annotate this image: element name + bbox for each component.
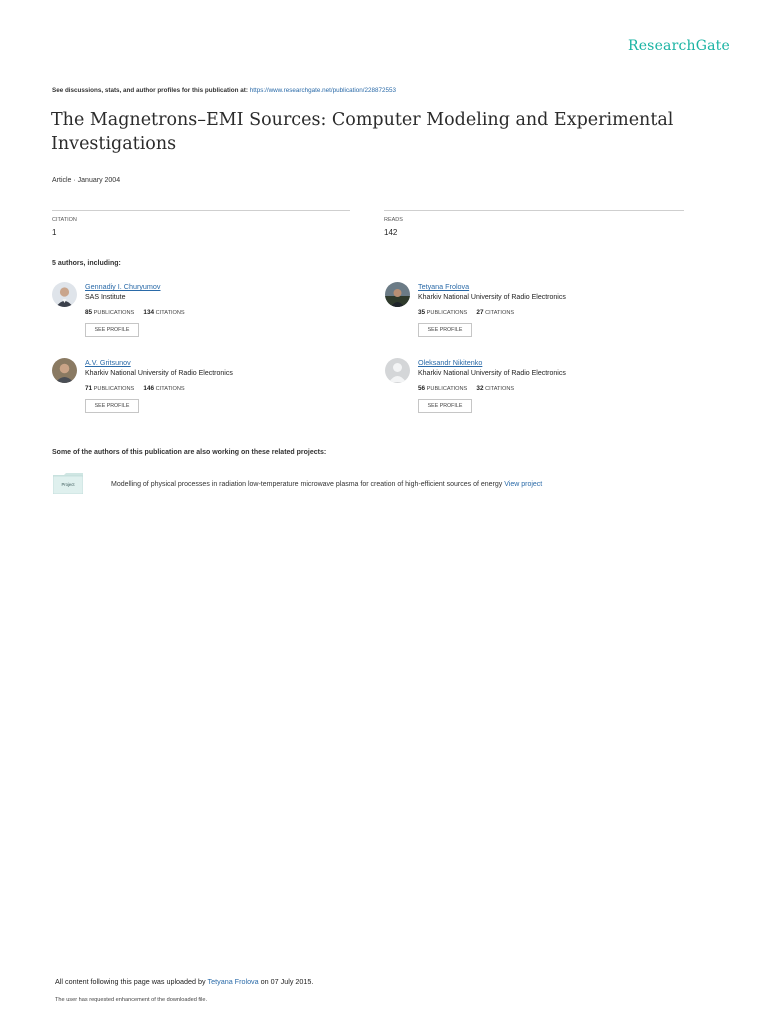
- author-institution: Kharkiv National University of Radio Electronics: [418, 370, 566, 377]
- publication-url-link[interactable]: https://www.researchgate.net/publication/228872553: [249, 87, 397, 94]
- reads-label: READS: [384, 217, 403, 223]
- project-icon-label: Project: [61, 482, 75, 487]
- citations-label: CITATIONS: [155, 310, 185, 316]
- author-institution: Kharkiv National University of Radio Electronics: [418, 294, 566, 301]
- author-name-link[interactable]: Tetyana Frolova: [418, 282, 470, 291]
- citations-label: CITATIONS: [485, 310, 515, 316]
- avatar-photo-icon: [385, 282, 410, 307]
- author-avatar[interactable]: [52, 282, 77, 307]
- publications-count: 71: [85, 385, 93, 392]
- publications-label: PUBLICATIONS: [93, 310, 135, 316]
- publications-label: PUBLICATIONS: [93, 386, 135, 392]
- publication-title: The Magnetrons–EMI Sources: Computer Modeling and Experimental Investigations: [51, 110, 674, 154]
- reads-count: 142: [384, 228, 398, 237]
- author-card: [385, 282, 705, 344]
- discussions-line: [52, 87, 396, 94]
- author-stats: [85, 309, 185, 316]
- see-profile-button[interactable]: SEE PROFILE: [85, 323, 139, 337]
- citations-count: 146: [143, 385, 155, 392]
- author-card: [52, 358, 372, 420]
- citations-count: 32: [476, 385, 484, 392]
- enhancement-note: The user has requested enhancement of the downloaded file.: [55, 997, 208, 1003]
- avatar-photo-icon: [52, 358, 77, 383]
- author-name-link[interactable]: Gennadiy I. Churyumov: [85, 282, 161, 291]
- author-name-link[interactable]: Oleksandr Nikitenko: [418, 358, 483, 367]
- author-name-link[interactable]: A.V. Gritsunov: [85, 358, 131, 367]
- discussions-text: See discussions, stats, and author profiles for this publication at:: [52, 87, 248, 94]
- citation-divider: [52, 210, 350, 211]
- reads-divider: [384, 210, 684, 211]
- see-profile-button[interactable]: SEE PROFILE: [418, 323, 472, 337]
- view-project-link[interactable]: View project: [504, 481, 543, 488]
- publications-count: 85: [85, 309, 93, 316]
- publications-count: 35: [418, 309, 426, 316]
- article-type-date: Article · January 2004: [52, 177, 121, 184]
- default-avatar-icon: [385, 358, 410, 383]
- publications-label: PUBLICATIONS: [426, 386, 468, 392]
- citations-label: CITATIONS: [485, 386, 515, 392]
- author-stats: [418, 309, 514, 316]
- author-stats: [85, 385, 185, 392]
- author-institution: Kharkiv National University of Radio Electronics: [85, 370, 233, 377]
- citations-count: 134: [143, 309, 155, 316]
- researchgate-logo[interactable]: ResearchGate: [627, 38, 730, 54]
- uploader-link[interactable]: Tetyana Frolova: [207, 977, 259, 986]
- publications-count: 56: [418, 385, 426, 392]
- author-card: [385, 358, 705, 420]
- citations-count: 27: [476, 309, 484, 316]
- citation-label: CITATION: [52, 217, 77, 223]
- upload-suffix: on 07 July 2015.: [260, 977, 314, 986]
- project-entry: [111, 481, 542, 488]
- author-institution: SAS Institute: [85, 294, 126, 301]
- project-folder-icon: [53, 473, 83, 494]
- upload-notice: [55, 977, 313, 986]
- author-stats: [418, 385, 514, 392]
- author-card: [52, 282, 372, 344]
- avatar-photo-icon: [52, 282, 77, 307]
- see-profile-button[interactable]: SEE PROFILE: [418, 399, 472, 413]
- see-profile-button[interactable]: SEE PROFILE: [85, 399, 139, 413]
- author-avatar[interactable]: [385, 282, 410, 307]
- publications-label: PUBLICATIONS: [426, 310, 468, 316]
- project-title: Modelling of physical processes in radiation low-temperature microwave plasma for creation of high-efficient sources of energy: [111, 481, 503, 488]
- related-projects-heading: Some of the authors of this publication are also working on these related projects:: [52, 449, 327, 456]
- citation-count: 1: [52, 228, 57, 237]
- upload-prefix: All content following this page was uploaded by: [55, 977, 206, 986]
- citations-label: CITATIONS: [155, 386, 185, 392]
- author-avatar[interactable]: [385, 358, 410, 383]
- authors-heading: 5 authors, including:: [52, 260, 121, 267]
- author-avatar[interactable]: [52, 358, 77, 383]
